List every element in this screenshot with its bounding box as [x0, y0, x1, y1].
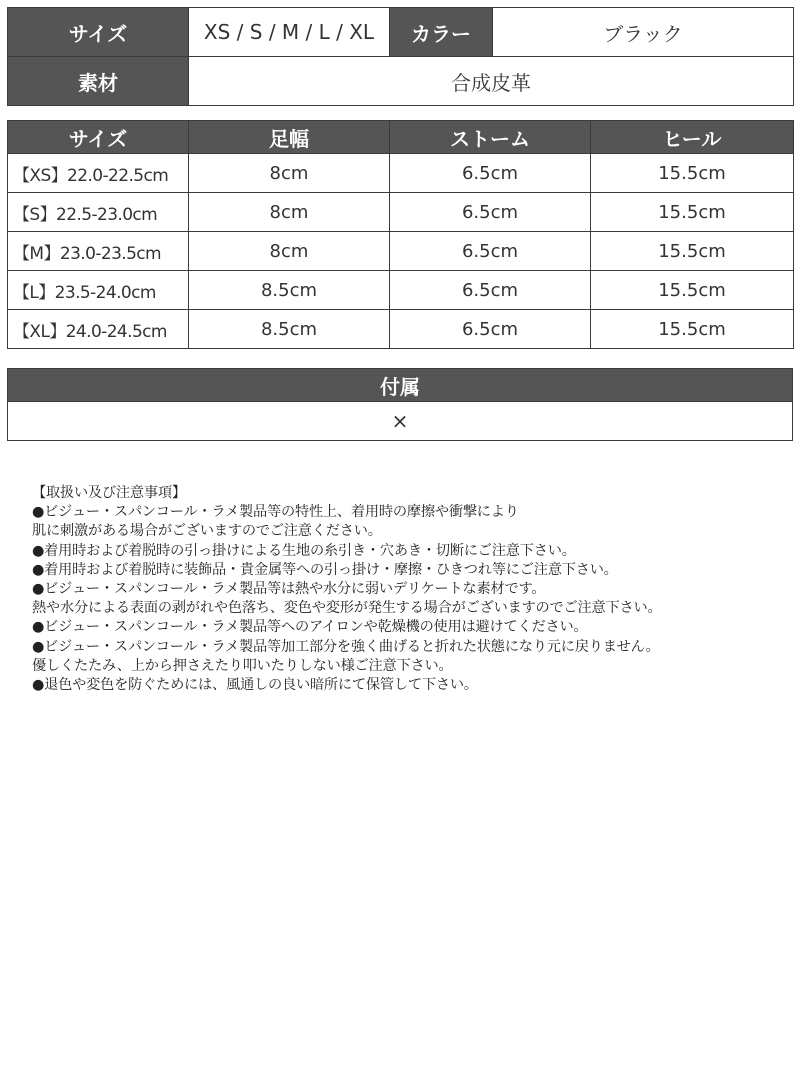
info-row-size-color [8, 8, 794, 57]
note-line: 熱や水分による表面の剥がれや色落ち、変色や変形が発生する場合がございますのでご注意下さい。 [32, 600, 662, 617]
row-heel: 15.5cm [591, 271, 794, 310]
note-line: ●着用時および着脱時の引っ掛けによる生地の糸引き・穴あき・切断にご注意下さい。 [32, 542, 576, 559]
row-foot-width: 8cm [189, 232, 390, 271]
row-size: 【S】22.5-23.0cm [8, 193, 189, 232]
size-label: サイズ [8, 8, 189, 57]
material-label: 素材 [8, 57, 189, 106]
accessories-table [7, 368, 793, 441]
row-heel: 15.5cm [591, 193, 794, 232]
table-row [8, 232, 794, 271]
row-foot-width: 8.5cm [189, 310, 390, 349]
table-row [8, 193, 794, 232]
row-foot-width: 8.5cm [189, 271, 390, 310]
note-line: ●ビジュー・スパンコール・ラメ製品等へのアイロンや乾燥機の使用は避けてください。 [32, 619, 588, 636]
row-foot-width: 8cm [189, 193, 390, 232]
accessories-value-row [8, 402, 793, 441]
size-value: XS / S / M / L / XL [189, 8, 390, 57]
row-storm: 6.5cm [390, 310, 591, 349]
color-value: ブラック [493, 8, 794, 57]
size-table-header [8, 121, 794, 154]
note-line: ●ビジュー・スパンコール・ラメ製品等の特性上、着用時の摩擦や衝撃により [32, 504, 519, 521]
color-label: カラー [390, 8, 493, 57]
row-size: 【L】23.5-24.0cm [8, 271, 189, 310]
table-row [8, 310, 794, 349]
row-storm: 6.5cm [390, 154, 591, 193]
note-line: ●退色や変色を防ぐためには、風通しの良い暗所にて保管して下さい。 [32, 677, 478, 694]
header-storm: ストーム [390, 121, 591, 154]
note-line: ●ビジュー・スパンコール・ラメ製品等加工部分を強く曲げると折れた状態になり元に戻りません。 [32, 638, 660, 655]
table-row [8, 154, 794, 193]
material-value: 合成皮革 [189, 57, 794, 106]
header-size: サイズ [8, 121, 189, 154]
size-table [7, 120, 794, 349]
note-line: 肌に刺激がある場合がございますのでご注意ください。 [32, 523, 382, 540]
accessories-header-row [8, 369, 793, 402]
row-size: 【XL】24.0-24.5cm [8, 310, 189, 349]
row-heel: 15.5cm [591, 154, 794, 193]
row-storm: 6.5cm [390, 271, 591, 310]
note-line: ●ビジュー・スパンコール・ラメ製品等は熱や水分に弱いデリケートな素材です。 [32, 581, 546, 598]
note-line: 優しくたたみ、上から押さえたり叩いたりしない様ご注意下さい。 [32, 657, 453, 674]
product-info-table [7, 7, 794, 106]
info-row-material [8, 57, 794, 106]
header-heel: ヒール [591, 121, 794, 154]
table-row [8, 271, 794, 310]
row-foot-width: 8cm [189, 154, 390, 193]
accessories-header: 付属 [8, 369, 793, 402]
accessories-value: × [8, 402, 793, 441]
header-foot-width: 足幅 [189, 121, 390, 154]
notes-title: 【取扱い及び注意事項】 [32, 485, 186, 501]
row-storm: 6.5cm [390, 193, 591, 232]
note-line: ●着用時および着脱時に装飾品・貴金属等への引っ掛け・摩擦・ひきつれ等にご注意下さい。 [32, 561, 618, 578]
row-storm: 6.5cm [390, 232, 591, 271]
care-notes [32, 484, 792, 695]
row-heel: 15.5cm [591, 310, 794, 349]
row-size: 【M】23.0-23.5cm [8, 232, 189, 271]
row-size: 【XS】22.0-22.5cm [8, 154, 189, 193]
row-heel: 15.5cm [591, 232, 794, 271]
